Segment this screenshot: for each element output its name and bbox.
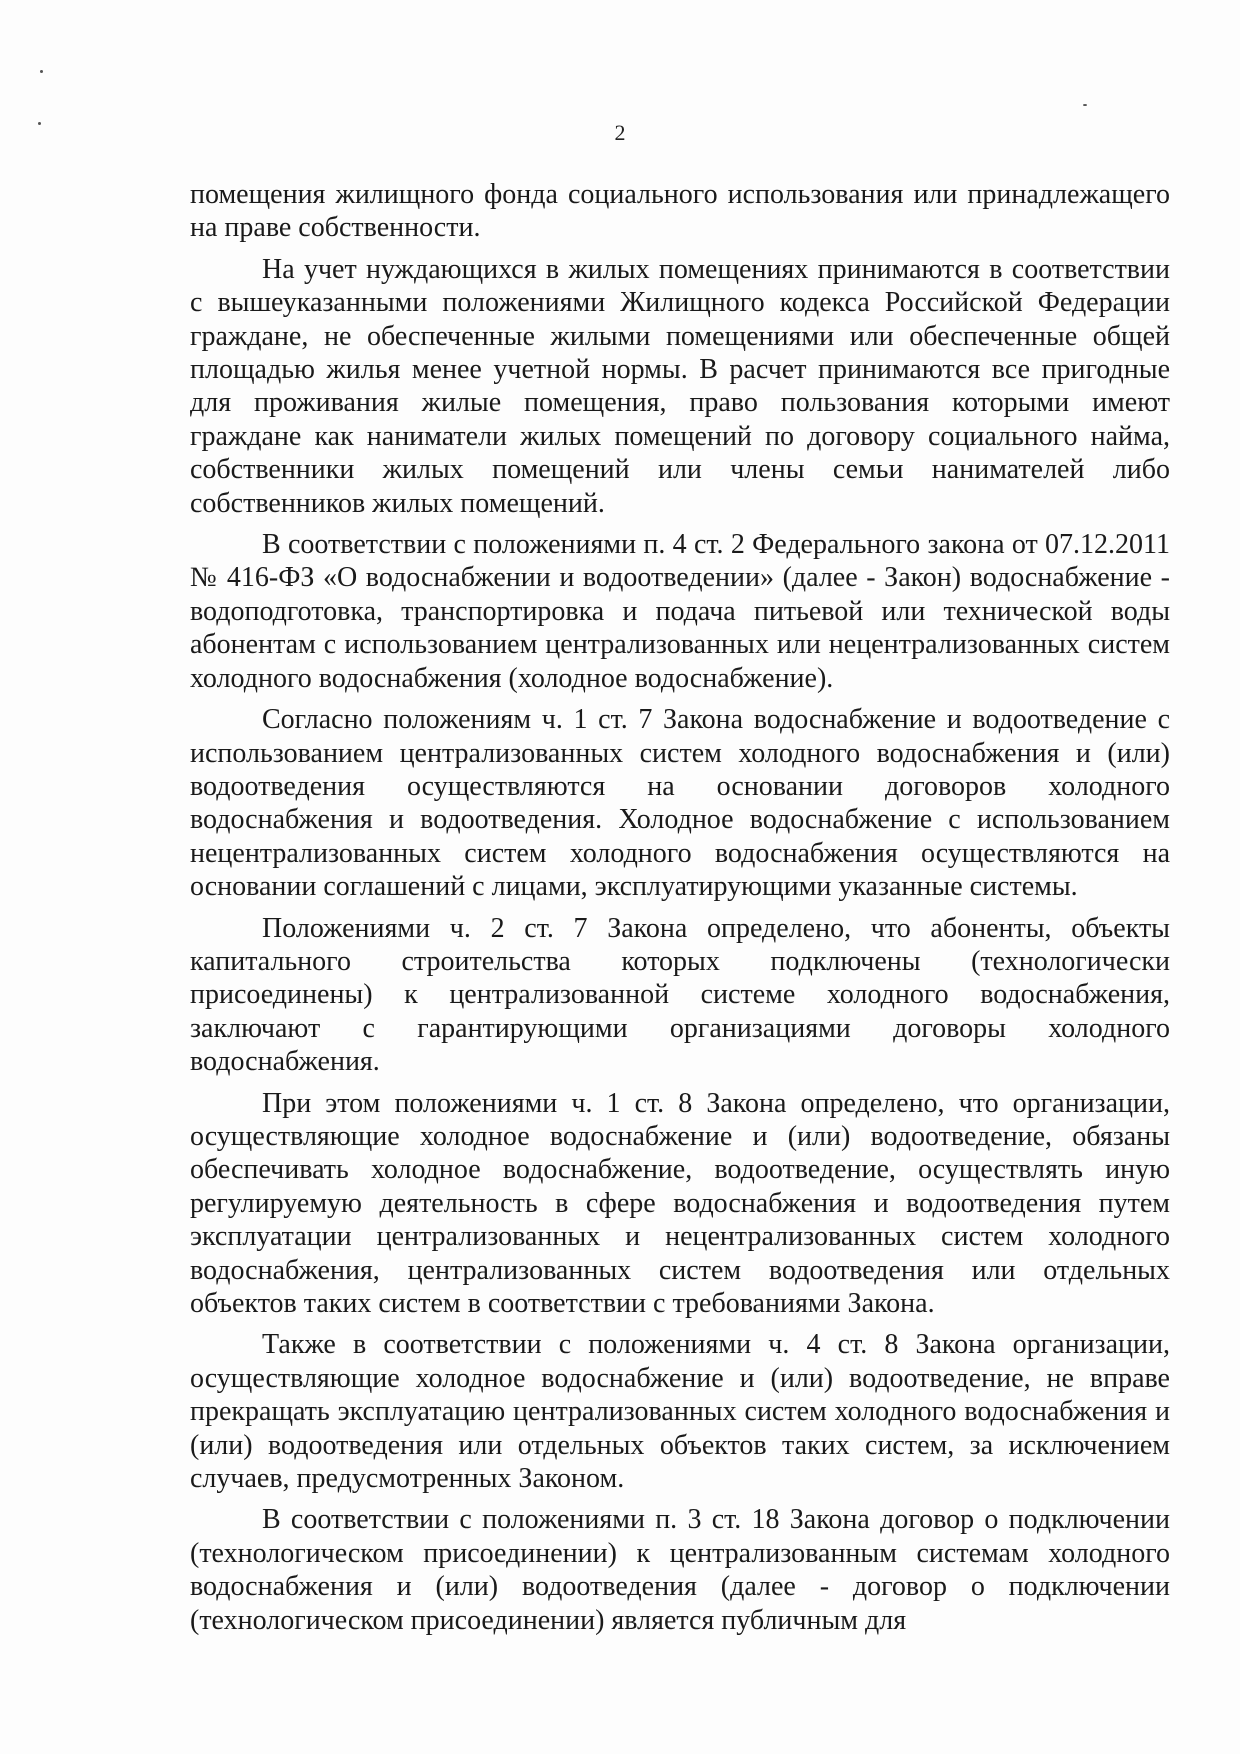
- paragraph-5: Положениями ч. 2 ст. 7 Закона определено, что абоненты, объекты капитального строительства которых подключены (технологически присоединены) к централизованной системе холодного водоснабжения, заключают с гарантирующими организациями договоры холодного водоснабжения.: [190, 912, 1170, 1078]
- paragraph-2: На учет нуждающихся в жилых помещениях принимаются в соответствии с вышеуказанными положениями Жилищного кодекса Российской Федерации граждане, не обеспеченные жилыми помещениями или обеспеченные общей площадью жилья менее учетной нормы. В расчет принимаются все пригодные для проживания жилые помещения, право пользования которыми имеют граждане как наниматели жилых помещений по договору социального найма, собственники жилых помещений или члены семьи нанимателей либо собственников жилых помещений.: [190, 253, 1170, 519]
- paragraph-1: помещения жилищного фонда социального использования или принадлежащего на праве собственности.: [190, 179, 1170, 244]
- paragraph-4: Согласно положениям ч. 1 ст. 7 Закона водоснабжение и водоотведение с использованием централизованных систем холодного водоснабжения и (или) водоотведения осуществляются на основании договоров холодного водоснабжения и водоотведения. Холодное водоснабжение с использованием нецентрализованных систем холодного водоснабжения осуществляются на основании соглашений с лицами, эксплуатирующими указанные системы.: [190, 704, 1170, 903]
- scan-speck: [1083, 104, 1087, 106]
- paragraph-7: Также в соответствии с положениями ч. 4 ст. 8 Закона организации, осуществляющие холодное водоснабжение и (или) водоотведение, не вправе прекращать эксплуатацию централизованных систем холодного водоснабжения и (или) водоотведения или отдельных объектов таких систем, за исключением случаев, предусмотренных Законом.: [190, 1329, 1170, 1495]
- paragraph-3: В соответствии с положениями п. 4 ст. 2 Федерального закона от 07.12.2011 № 416-ФЗ «О водоснабжении и водоотведении» (далее - Закон) водоснабжение - водоподготовка, транспортировка и подача питьевой или технической воды абонентам с использованием централизованных или нецентрализованных систем холодного водоснабжения (холодное водоснабжение).: [190, 529, 1170, 694]
- document-body: [190, 178, 1170, 1645]
- paragraph-6: При этом положениями ч. 1 ст. 8 Закона определено, что организации, осуществляющие холодное водоснабжение и (или) водоотведение, обязаны обеспечивать холодное водоснабжение, водоотведение, осуществлять иную регулируемую деятельность в сфере водоснабжения и водоотведения путем эксплуатации централизованных и нецентрализованных систем холодного водоснабжения, централизованных систем водоотведения или отдельных объектов таких систем в соответствии с требованиями Закона.: [190, 1087, 1170, 1319]
- paragraph-8: В соответствии с положениями п. 3 ст. 18 Закона договор о подключении (технологическом присоединении) к централизованным системам холодного водоснабжения и (или) водоотведения (далее - договор о подключении (технологическом присоединении) является публичным для: [190, 1504, 1170, 1636]
- page-number: 2: [614, 120, 626, 145]
- scan-speck: [40, 70, 43, 73]
